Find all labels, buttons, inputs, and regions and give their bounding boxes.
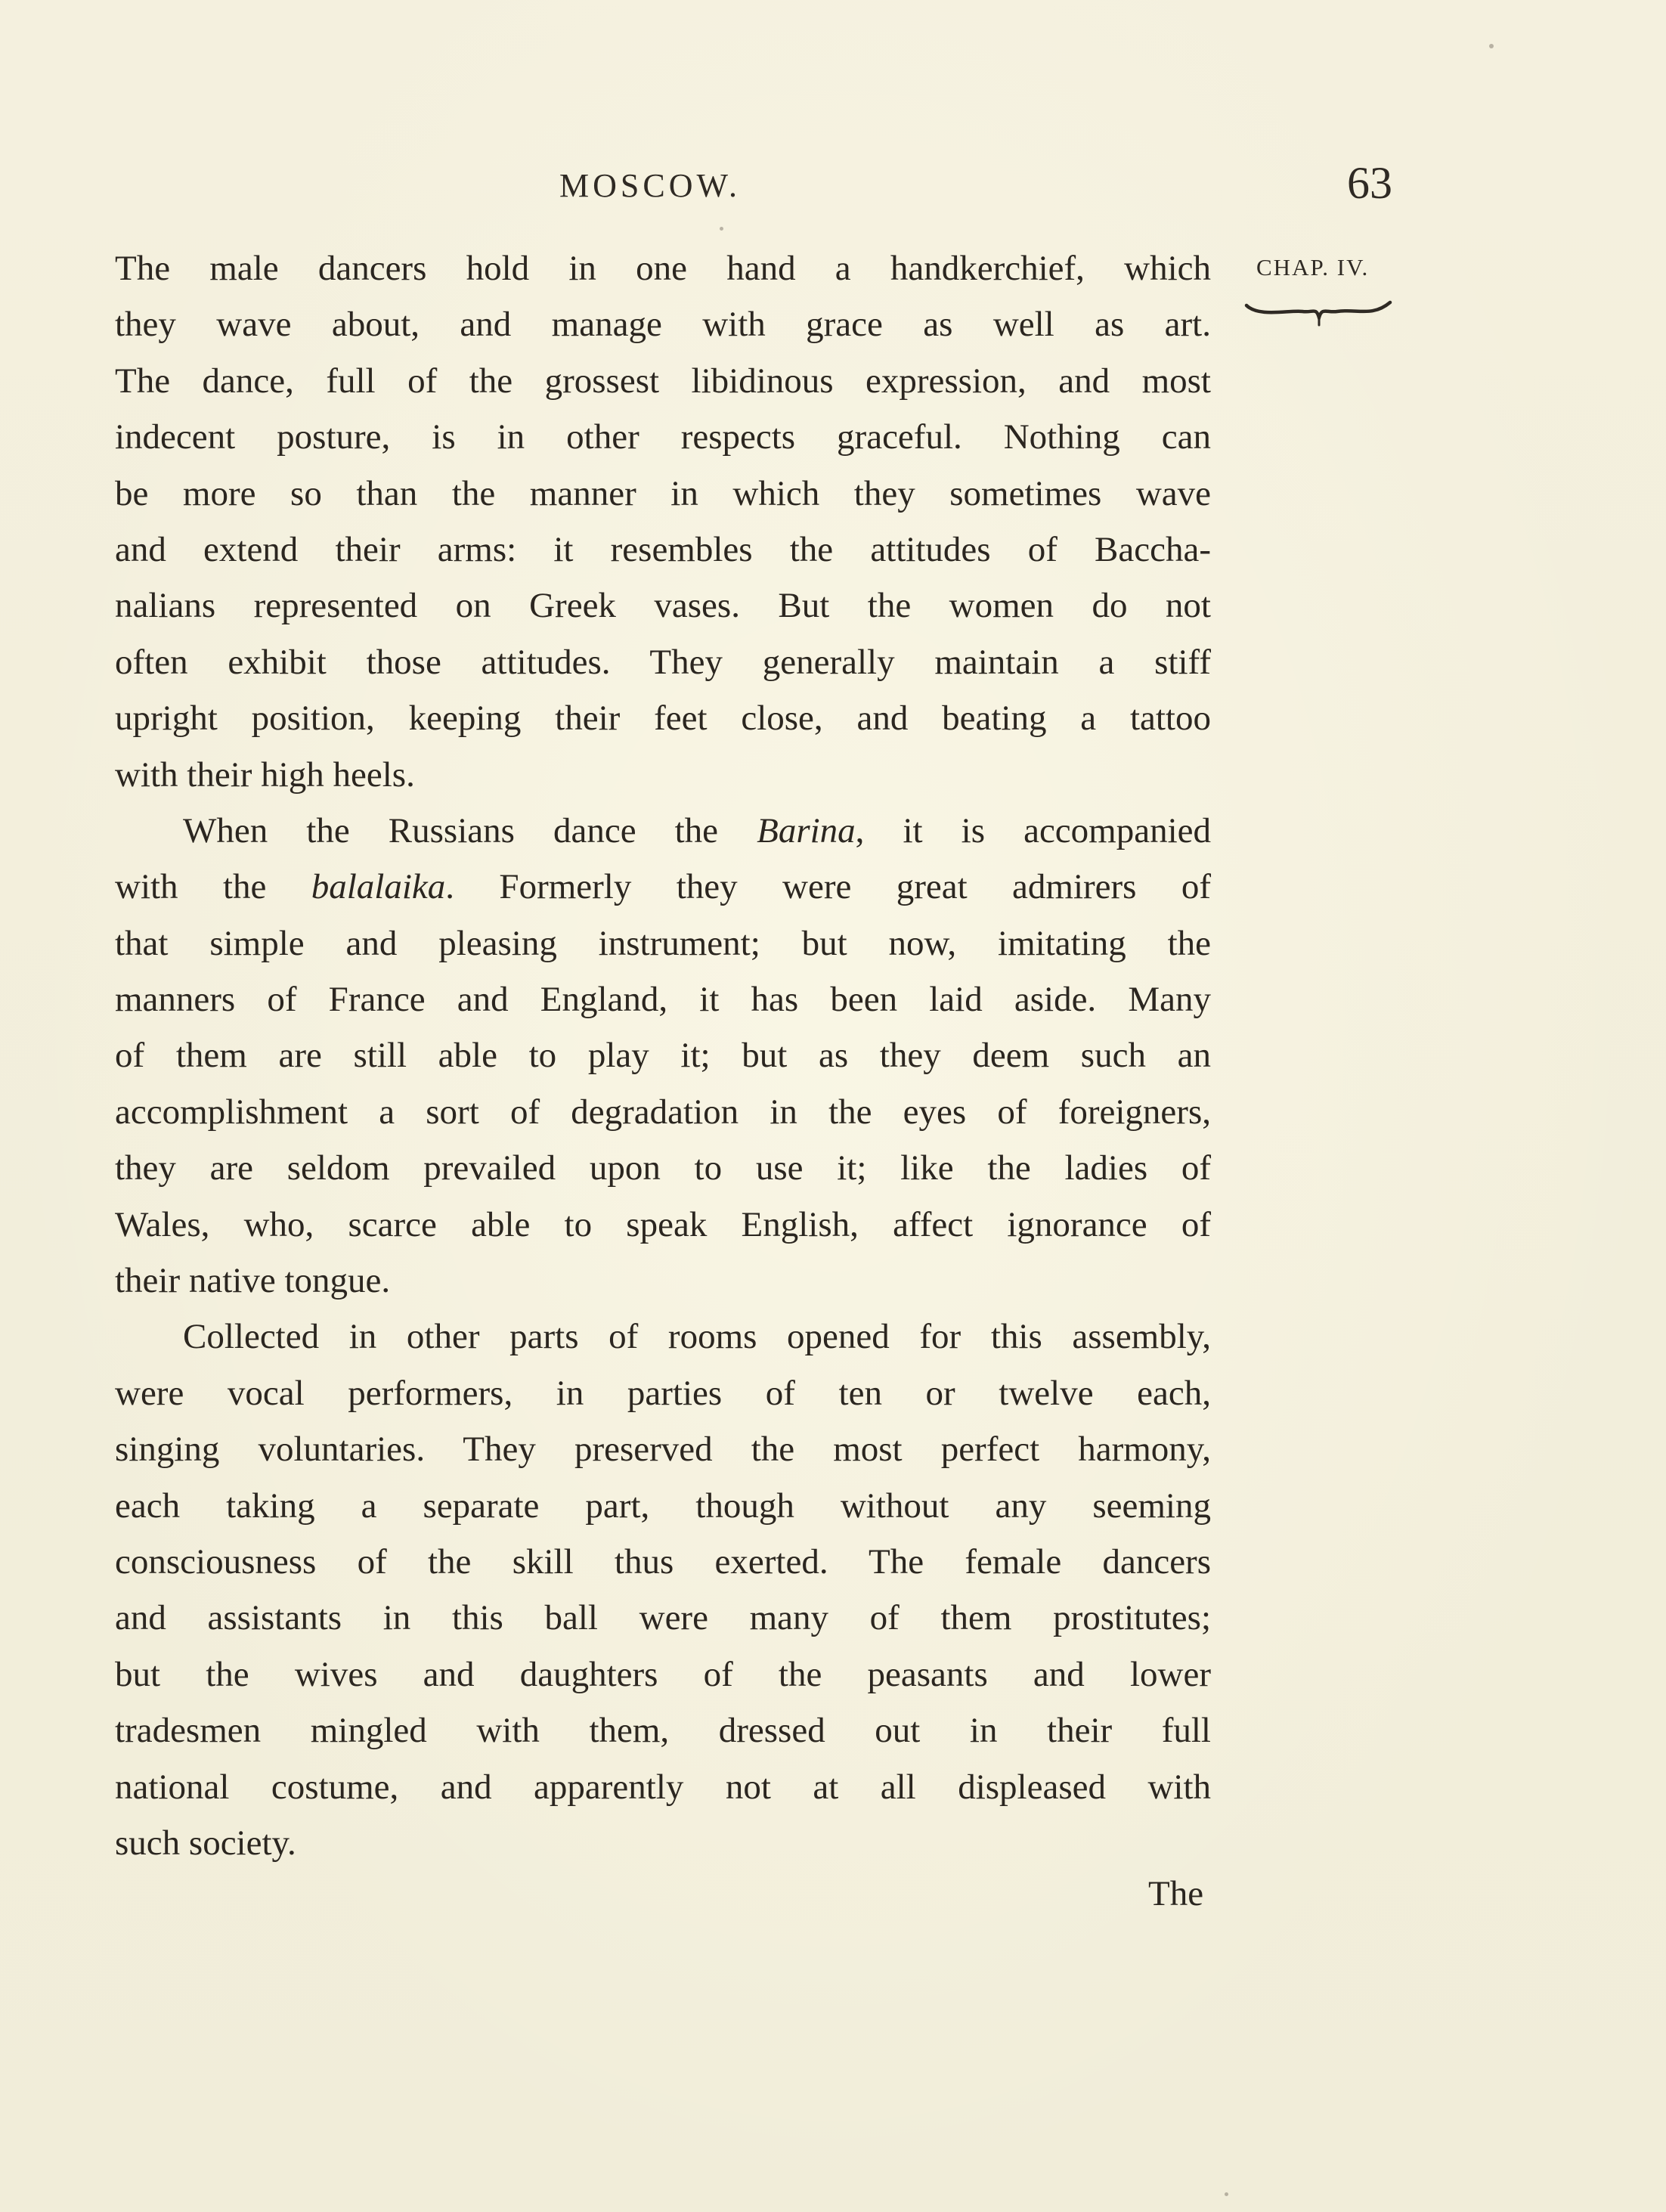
italic-term: Barina <box>757 810 856 850</box>
text-line: national costume, and apparently not at all displeased with <box>115 1767 1211 1807</box>
text-line: tradesmen mingled with them, dressed out in their full <box>115 1711 1211 1751</box>
italic-term: balalaika <box>311 867 446 907</box>
paper-speck <box>1225 2192 1228 2196</box>
running-title: MOSCOW. <box>559 167 741 204</box>
text-line: When the Russians dance the Barina, it is accompanied <box>183 810 1212 850</box>
text-line: such society. <box>115 1823 296 1863</box>
text-line: with their high heels. <box>115 754 415 795</box>
text-line: Collected in other parts of rooms opened for this assembly, <box>183 1317 1211 1357</box>
text-line: they wave about, and manage with grace as well as art. <box>115 305 1211 345</box>
text-line: but the wives and daughters of the peasants and lower <box>115 1654 1211 1694</box>
text-line: be more so than the manner in which they sometimes wave <box>115 473 1211 513</box>
text-line: often exhibit those attitudes. They generally maintain a stiff <box>115 642 1211 682</box>
chapter-flourish-ornament <box>1243 295 1395 330</box>
text-line: were vocal performers, in parties of ten or twelve each, <box>115 1373 1211 1413</box>
text-line: each taking a separate part, though without any seeming <box>115 1486 1211 1526</box>
text-line: their native tongue. <box>115 1261 391 1301</box>
text-line: of them are still able to play it; but as they deem such an <box>115 1036 1211 1076</box>
text-line: and assistants in this ball were many of them prostitutes; <box>115 1598 1211 1638</box>
page-number: 63 <box>1347 158 1392 208</box>
text-line: manners of France and England, it has been laid aside. Many <box>115 980 1211 1020</box>
text-line: accomplishment a sort of degradation in the eyes of foreigners, <box>115 1092 1211 1132</box>
text-line: consciousness of the skill thus exerted. The female dancers <box>115 1541 1211 1582</box>
text-line: upright position, keeping their feet close, and beating a tattoo <box>115 699 1211 739</box>
body-text <box>115 240 1211 1871</box>
text-line: singing voluntaries. They preserved the most perfect harmony, <box>115 1430 1211 1470</box>
text-line: they are seldom prevailed upon to use it; like the ladies of <box>115 1148 1211 1188</box>
text-line: nalians represented on Greek vases. But the women do not <box>115 586 1211 626</box>
text-line: The male dancers hold in one hand a handkerchief, which <box>115 249 1211 288</box>
text-line: and extend their arms: it resembles the attitudes of Baccha- <box>115 529 1211 569</box>
text-line: indecent posture, is in other respects graceful. Nothing can <box>115 417 1211 457</box>
text-line: that simple and pleasing instrument; but now, imitating the <box>115 923 1211 963</box>
paper-speck <box>1489 44 1494 48</box>
chapter-margin-note: CHAP. IV. <box>1256 254 1370 280</box>
catchword: The <box>1148 1874 1204 1913</box>
paper-speck <box>720 227 723 231</box>
text-line: Wales, who, scarce able to speak English, affect ignorance of <box>115 1204 1211 1244</box>
text-line: The dance, full of the grossest libidinous expression, and most <box>115 361 1211 401</box>
text-line: with the balalaika. Formerly they were great admirers of <box>115 867 1211 907</box>
